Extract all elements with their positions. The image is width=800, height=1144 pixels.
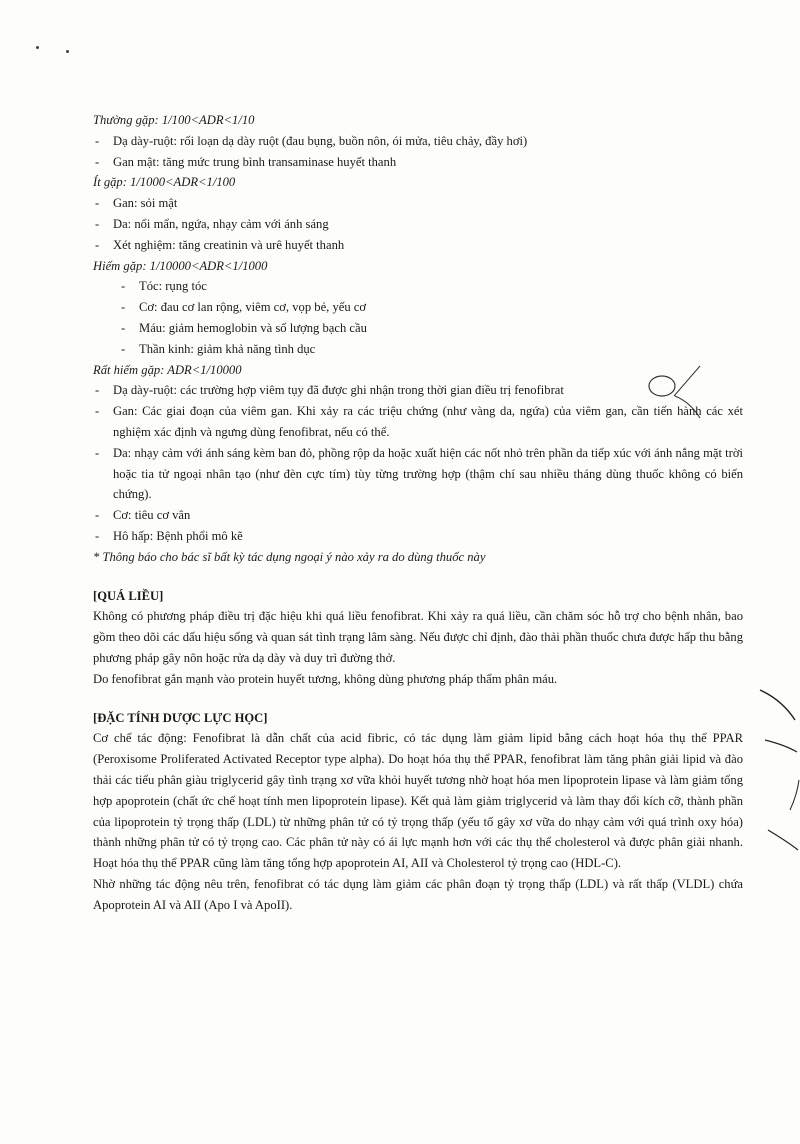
list-item: - Gan mật: tăng mức trung bình transaminase huyết thanh	[95, 154, 397, 169]
list-item: - Thần kinh: giảm khả năng tình dục	[121, 341, 316, 356]
list-item: - Cơ: đau cơ lan rộng, viêm cơ, vọp bẻ, yếu cơ	[121, 300, 367, 315]
list-item: - Hô hấp: Bệnh phổi mô kẽ	[95, 528, 243, 543]
list-item: - Xét nghiệm: tăng creatinin và urê huyết thanh	[95, 237, 345, 252]
binding-edge-mark	[765, 740, 797, 752]
very-rare-heading: Rất hiếm gặp: ADR<1/10000	[93, 362, 242, 377]
pharmacodynamics-title: [ĐẶC TÍNH DƯỢC LỰC HỌC]	[93, 710, 268, 725]
pharmacodynamics-paragraph: Cơ chế tác động: Fenofibrat là dẫn chất của acid fibric, có tác dụng làm giảm lipid bằng cách hoạt hóa thụ thể PPAR (Peroxisome Proliferated Activated Receptor type alpha). Do hoạt hóa thụ thể PPAR, fenofibrat làm tăng phân giải lipid và đào thải các tiểu phân giàu triglycerid gây tình trạng xơ vữa khỏi huyết tương nhờ hoạt hóa men lipoprotein lipase và làm giảm tổng hợp apoprotein (chất ức chế hoạt tính men lipoprotein lipase). Kết quả làm giảm triglycerid và làm thay đổi kích cỡ, thành phần của lipoprotein tỷ trọng thấp (LDL) từ những phân tử có tỷ trọng thấp (yếu tố gây xơ vữa do nhạy cảm với quá trình oxy hóa) thành những phân tử có tỷ trọng cao. Các phân tử này có ái lực mạnh hơn với các thụ thể cholesterol và được phân giải nhanh. Hoạt hóa thụ thể PPAR cũng làm tăng tổng hợp apoprotein AI, AII và Cholesterol tỷ trọng cao (HDL-C).	[93, 731, 743, 871]
uncommon-heading: Ít gặp: 1/1000<ADR<1/100	[93, 175, 236, 190]
list-item: - Máu: giảm hemoglobin và số lượng bạch cầu	[121, 320, 367, 335]
binding-edge-mark	[790, 780, 799, 810]
document-body	[93, 110, 743, 915]
list-item: - Dạ dày-ruột: các trường hợp viêm tụy đã được ghi nhận trong thời gian điều trị fenofibrat	[95, 383, 564, 398]
report-note: * Thông báo cho bác sĩ bất kỳ tác dụng ngoại ý nào xảy ra do dùng thuốc này	[93, 549, 486, 564]
overdose-paragraph: Do fenofibrat gắn mạnh vào protein huyết tương, không dùng phương pháp thẩm phân máu.	[93, 671, 558, 686]
binding-edge-mark	[760, 690, 795, 720]
frequent-heading: Thường gặp: 1/100<ADR<1/10	[93, 113, 255, 127]
rare-heading: Hiếm gặp: 1/10000<ADR<1/1000	[93, 258, 268, 273]
list-item: - Da: nhạy cảm với ánh sáng kèm ban đỏ, phồng rộp da hoặc xuất hiện các nốt nhỏ trên phần da tiếp xúc với ánh nắng mặt trời hoặc tia tử ngoại nhân tạo (như đèn cực tím) tùy từng trường hợp (thậm chí sau nhiều tháng dùng thuốc không có biến chứng).	[95, 445, 743, 502]
list-item: - Dạ dày-ruột: rối loạn dạ dày ruột (đau bụng, buồn nôn, ói mửa, tiêu chảy, đầy hơi)	[95, 133, 528, 148]
pharmacodynamics-paragraph: Nhờ những tác động nêu trên, fenofibrat có tác dụng làm giảm các phân đoạn tỷ trọng thấp (LDL) và rất thấp (VLDL) chứa Apoprotein AI và AII (Apo I và ApoII).	[93, 876, 743, 912]
overdose-title: [QUÁ LIỀU]	[93, 588, 164, 603]
list-item: - Tóc: rụng tóc	[121, 279, 207, 294]
list-item: - Gan: Các giai đoạn của viêm gan. Khi xảy ra các triệu chứng (như vàng da, ngứa) của viêm gan, cần tiến hành các xét nghiệm xác định và ngưng dùng fenofibrat, nếu có thể.	[95, 404, 743, 439]
binding-edge-mark	[768, 830, 798, 850]
list-item: - Da: nổi mẩn, ngứa, nhạy cảm với ánh sáng	[95, 216, 329, 231]
list-item: - Gan: sỏi mật	[95, 196, 178, 211]
list-item: - Cơ: tiêu cơ vân	[95, 508, 191, 523]
overdose-paragraph: Không có phương pháp điều trị đặc hiệu khi quá liều fenofibrat. Khi xảy ra quá liều, cần chăm sóc hỗ trợ cho bệnh nhân, bao gồm theo dõi các dấu hiệu sống và quan sát tình trạng lâm sàng. Nếu được chỉ định, đào thải phần thuốc chưa được hấp thu bằng phương pháp gây nôn hoặc rửa dạ dày và duy trì đường thở.	[93, 609, 743, 665]
